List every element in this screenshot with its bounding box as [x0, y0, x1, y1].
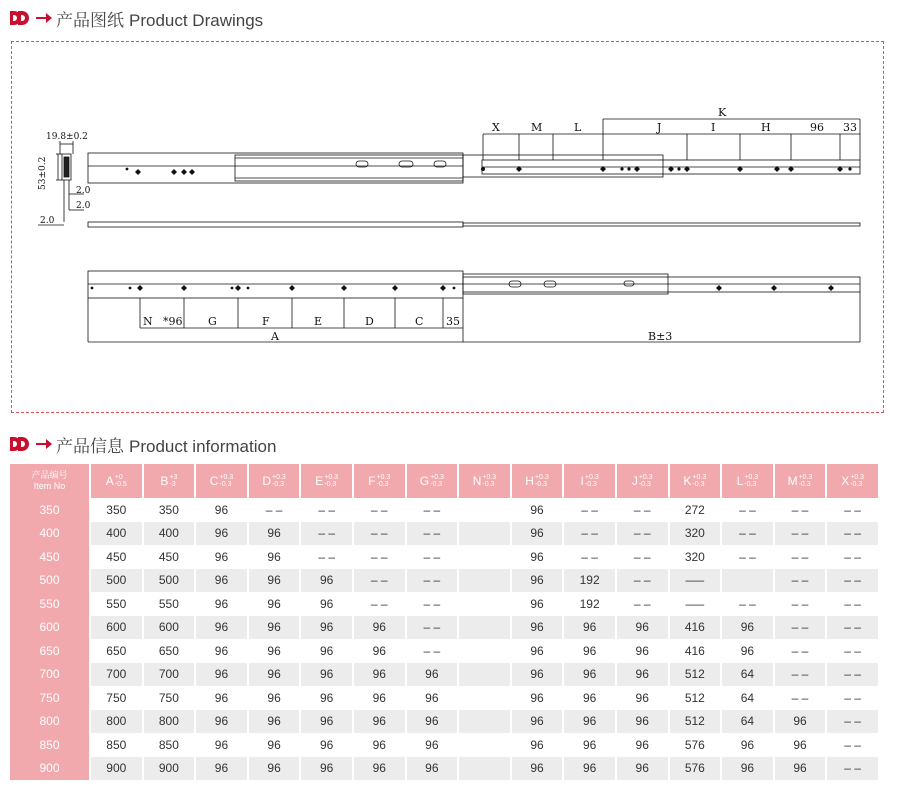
table-cell: 96	[511, 592, 564, 616]
table-row	[10, 545, 879, 569]
table-cell: – –	[406, 498, 459, 522]
dim-A-label: A	[271, 330, 279, 343]
title-cn: 产品信息	[56, 436, 124, 456]
table-cell: – –	[353, 522, 406, 546]
table-cell: – –	[721, 498, 774, 522]
table-cell: 96	[195, 616, 248, 640]
table-cell: – –	[826, 569, 879, 593]
table-cell	[458, 686, 511, 710]
table-cell: 96	[616, 639, 669, 663]
header-col-k: K+0.3 -0.3	[669, 464, 722, 498]
table-cell: – –	[300, 522, 353, 546]
brand-logo-icon	[10, 10, 32, 26]
table-cell	[458, 498, 511, 522]
table-cell: 96	[511, 569, 564, 593]
table-cell: – –	[774, 545, 827, 569]
table-cell: – –	[563, 498, 616, 522]
item-no-cell: 450	[10, 545, 90, 569]
table-cell: 96	[563, 710, 616, 734]
title-en: Product Drawings	[129, 10, 264, 30]
dim-thickness-2: 2.0	[76, 201, 91, 211]
item-no-cell: 800	[10, 710, 90, 734]
table-cell: – –	[826, 710, 879, 734]
table-cell: 500	[90, 569, 143, 593]
table-cell	[458, 757, 511, 781]
table-cell: 96	[353, 639, 406, 663]
item-no-cell: 750	[10, 686, 90, 710]
table-cell: 320	[669, 545, 722, 569]
table-cell: – –	[826, 757, 879, 781]
dim-bottom-35: 35	[446, 315, 460, 328]
table-cell: 96	[248, 592, 301, 616]
table-cell: – –	[563, 522, 616, 546]
table-cell: – –	[616, 545, 669, 569]
table-cell: – –	[826, 522, 879, 546]
table-cell	[721, 569, 774, 593]
header-col-i: I+0.3 -0.3	[563, 464, 616, 498]
table-cell: – –	[300, 545, 353, 569]
table-cell: – –	[826, 733, 879, 757]
table-row	[10, 639, 879, 663]
header-col-h: H+0.3 -0.3	[511, 464, 564, 498]
table-cell: – –	[616, 522, 669, 546]
table-cell: 96	[195, 498, 248, 522]
table-cell: 700	[90, 663, 143, 687]
table-cell: 350	[143, 498, 196, 522]
title-en: Product information	[129, 436, 277, 456]
table-cell: 96	[616, 757, 669, 781]
table-cell: 96	[195, 663, 248, 687]
table-cell: 450	[90, 545, 143, 569]
table-row	[10, 686, 879, 710]
item-no-cell: 650	[10, 639, 90, 663]
dim-thickness-3: 2.0	[40, 216, 55, 226]
item-no-cell: 900	[10, 757, 90, 781]
dim-top-X: X	[492, 121, 500, 134]
table-cell: – –	[616, 498, 669, 522]
table-cell: 96	[774, 757, 827, 781]
table-cell: 512	[669, 663, 722, 687]
dim-top-I: I	[711, 121, 716, 134]
table-cell: 192	[563, 592, 616, 616]
table-cell	[458, 639, 511, 663]
header-col-x: X+0.3 -0.3	[826, 464, 879, 498]
table-cell	[458, 569, 511, 593]
table-cell: 96	[195, 639, 248, 663]
header-col-c: C+0.3 -0.3	[195, 464, 248, 498]
table-row	[10, 733, 879, 757]
header-col-e: E+0.3 -0.3	[300, 464, 353, 498]
table-cell: 900	[90, 757, 143, 781]
header-col-g: G+0.3 -0.3	[406, 464, 459, 498]
table-cell: – –	[774, 639, 827, 663]
table-cell: – –	[826, 616, 879, 640]
table-cell: 96	[248, 545, 301, 569]
table-cell: 600	[143, 616, 196, 640]
table-cell: – –	[406, 592, 459, 616]
dim-bottom-E: E	[314, 315, 323, 328]
table-cell: 96	[511, 733, 564, 757]
table-cell: 96	[300, 592, 353, 616]
table-cell: 416	[669, 639, 722, 663]
table-cell: 96	[563, 733, 616, 757]
table-cell: – –	[774, 686, 827, 710]
header-col-f: F+0.3 -0.3	[353, 464, 406, 498]
table-cell: 96	[774, 733, 827, 757]
table-cell: 400	[90, 522, 143, 546]
dim-width-label: 19.8±0.2	[46, 132, 88, 142]
table-cell: 96	[406, 710, 459, 734]
table-cell: 96	[353, 710, 406, 734]
table-cell: 96	[511, 616, 564, 640]
header-col-a: A+0 -0.5	[90, 464, 143, 498]
slide-technical-drawing	[12, 42, 884, 412]
table-cell: 96	[195, 710, 248, 734]
table-cell: 512	[669, 686, 722, 710]
table-cell: – –	[774, 522, 827, 546]
table-row	[10, 663, 879, 687]
table-cell: 96	[300, 639, 353, 663]
table-cell: 96	[195, 569, 248, 593]
dim-bottom-C: C	[415, 315, 424, 328]
table-cell: – –	[406, 545, 459, 569]
table-cell: 650	[143, 639, 196, 663]
table-cell: – –	[406, 569, 459, 593]
table-cell: 96	[248, 733, 301, 757]
table-cell: 96	[353, 616, 406, 640]
table-cell: – –	[774, 498, 827, 522]
header-col-d: D+0.3 -0.3	[248, 464, 301, 498]
table-cell: – –	[774, 663, 827, 687]
table-cell: – –	[774, 616, 827, 640]
table-cell: – –	[406, 639, 459, 663]
dim-bottom-D: D	[365, 315, 374, 328]
table-cell: 750	[90, 686, 143, 710]
table-cell: 96	[248, 757, 301, 781]
item-no-cell: 400	[10, 522, 90, 546]
dim-height-label: 53±0.2	[38, 156, 48, 190]
table-cell: 416	[669, 616, 722, 640]
item-no-cell: 500	[10, 569, 90, 593]
table-cell: 96	[248, 710, 301, 734]
header-item-no: 产品编号 Item No	[10, 464, 90, 498]
table-cell: 96	[774, 710, 827, 734]
table-cell: 96	[195, 592, 248, 616]
dim-top-H: H	[761, 121, 771, 134]
table-cell: 96	[616, 663, 669, 687]
table-cell: 900	[143, 757, 196, 781]
table-cell	[458, 592, 511, 616]
table-row	[10, 569, 879, 593]
title-cn: 产品图纸	[56, 10, 124, 30]
table-cell: 64	[721, 686, 774, 710]
table-cell: 96	[721, 616, 774, 640]
table-cell	[458, 710, 511, 734]
table-cell: 96	[406, 663, 459, 687]
table-cell: – –	[826, 498, 879, 522]
table-cell: 96	[721, 757, 774, 781]
table-cell: 272	[669, 498, 722, 522]
table-cell: – –	[406, 616, 459, 640]
table-header-row	[10, 464, 879, 498]
table-cell: 96	[511, 710, 564, 734]
table-cell: 650	[90, 639, 143, 663]
table-cell: 96	[511, 757, 564, 781]
table-row	[10, 616, 879, 640]
table-cell: 96	[616, 686, 669, 710]
table-cell: 96	[195, 686, 248, 710]
arrow-right-icon	[36, 443, 50, 445]
table-cell: 96	[195, 733, 248, 757]
table-cell: 96	[248, 522, 301, 546]
table-cell: 450	[143, 545, 196, 569]
table-cell: – –	[774, 569, 827, 593]
table-cell: 96	[511, 522, 564, 546]
table-cell: – –	[353, 545, 406, 569]
table-cell: – –	[406, 522, 459, 546]
table-cell: 500	[143, 569, 196, 593]
table-cell: 96	[721, 639, 774, 663]
table-cell: 96	[616, 733, 669, 757]
table-cell: 96	[721, 733, 774, 757]
table-cell: 96	[195, 522, 248, 546]
table-cell: 750	[143, 686, 196, 710]
table-cell: 96	[563, 663, 616, 687]
table-cell: – –	[353, 592, 406, 616]
table-cell: 96	[406, 733, 459, 757]
table-row	[10, 592, 879, 616]
table-cell: 550	[90, 592, 143, 616]
table-cell: 96	[563, 757, 616, 781]
table-cell: 576	[669, 733, 722, 757]
info-section-header	[10, 432, 276, 456]
table-cell: 96	[300, 710, 353, 734]
table-cell: 576	[669, 757, 722, 781]
table-cell: 850	[90, 733, 143, 757]
table-cell	[458, 616, 511, 640]
item-no-cell: 350	[10, 498, 90, 522]
table-cell: 96	[300, 733, 353, 757]
table-cell: 96	[406, 686, 459, 710]
table-cell: – –	[353, 569, 406, 593]
item-no-cell: 600	[10, 616, 90, 640]
dim-thickness-1: 2.0	[76, 186, 91, 196]
table-cell: 192	[563, 569, 616, 593]
table-row	[10, 522, 879, 546]
table-cell: – –	[248, 498, 301, 522]
table-cell: 96	[248, 663, 301, 687]
header-col-n: N+0.3 -0.3	[458, 464, 511, 498]
table-cell: 96	[353, 663, 406, 687]
table-cell: —–	[669, 569, 722, 593]
table-cell: 96	[511, 545, 564, 569]
table-cell: – –	[826, 663, 879, 687]
table-cell: 850	[143, 733, 196, 757]
table-cell: – –	[826, 686, 879, 710]
table-cell: 96	[353, 686, 406, 710]
table-cell: 400	[143, 522, 196, 546]
header-col-l: L+0.3 -0.3	[721, 464, 774, 498]
product-spec-table	[10, 464, 880, 780]
table-cell: 320	[669, 522, 722, 546]
dim-bottom-G: G	[208, 315, 217, 328]
table-cell: 96	[195, 545, 248, 569]
table-cell	[458, 663, 511, 687]
table-cell: 800	[143, 710, 196, 734]
dim-top-M: M	[531, 121, 543, 134]
dim-top-L: L	[574, 121, 582, 134]
item-no-cell: 850	[10, 733, 90, 757]
table-cell: 96	[300, 569, 353, 593]
arrow-right-icon	[36, 17, 50, 19]
table-cell: 96	[511, 686, 564, 710]
table-cell: 96	[563, 686, 616, 710]
table-cell: 96	[248, 569, 301, 593]
table-cell: 64	[721, 663, 774, 687]
table-cell: 64	[721, 710, 774, 734]
table-cell: 96	[248, 686, 301, 710]
table-cell: 700	[143, 663, 196, 687]
table-row	[10, 710, 879, 734]
table-cell	[458, 733, 511, 757]
table-row	[10, 757, 879, 781]
header-col-b: B+3 -3	[143, 464, 196, 498]
table-cell: 96	[300, 757, 353, 781]
table-cell: 96	[248, 616, 301, 640]
table-cell: 96	[300, 686, 353, 710]
item-no-cell: 550	[10, 592, 90, 616]
table-cell: 96	[248, 639, 301, 663]
dim-top-J: J	[657, 121, 662, 134]
table-cell: 512	[669, 710, 722, 734]
table-cell: 350	[90, 498, 143, 522]
dim-bottom-96: *96	[163, 315, 183, 328]
table-cell: – –	[300, 498, 353, 522]
drawings-section-header	[10, 6, 263, 30]
table-cell: 800	[90, 710, 143, 734]
table-cell: 96	[195, 757, 248, 781]
dim-K-label: K	[718, 106, 727, 119]
dim-bottom-N: N	[143, 315, 153, 328]
table-cell: – –	[616, 569, 669, 593]
table-cell: – –	[826, 639, 879, 663]
table-cell: 550	[143, 592, 196, 616]
info-section-title	[56, 432, 276, 457]
table-cell: 96	[300, 663, 353, 687]
table-cell: – –	[721, 545, 774, 569]
table-cell: 96	[616, 710, 669, 734]
table-cell	[458, 522, 511, 546]
table-cell: – –	[826, 545, 879, 569]
table-cell: 96	[563, 616, 616, 640]
brand-logo-icon	[10, 436, 32, 452]
table-row	[10, 498, 879, 522]
dim-bottom-F: F	[262, 315, 270, 328]
drawings-section-title	[56, 6, 263, 31]
table-cell: 96	[300, 616, 353, 640]
table-cell	[458, 545, 511, 569]
table-cell: —–	[669, 592, 722, 616]
table-cell: – –	[616, 592, 669, 616]
dim-top-96: 96	[810, 121, 824, 134]
table-cell: 96	[353, 757, 406, 781]
table-cell: – –	[721, 592, 774, 616]
table-cell: 96	[563, 639, 616, 663]
table-cell: 96	[406, 757, 459, 781]
table-cell: – –	[353, 498, 406, 522]
dim-B-label: B±3	[648, 330, 673, 343]
header-col-j: J+0.3 -0.3	[616, 464, 669, 498]
table-cell: 600	[90, 616, 143, 640]
table-cell: 96	[353, 733, 406, 757]
table-cell: – –	[563, 545, 616, 569]
item-no-cell: 700	[10, 663, 90, 687]
table-cell: – –	[721, 522, 774, 546]
table-cell: 96	[511, 498, 564, 522]
dim-top-33: 33	[843, 121, 857, 134]
product-drawing-panel	[11, 41, 884, 413]
header-col-m: M+0.3 -0.3	[774, 464, 827, 498]
table-cell: 96	[616, 616, 669, 640]
table-cell: 96	[511, 663, 564, 687]
table-cell: – –	[774, 592, 827, 616]
table-cell: – –	[826, 592, 879, 616]
table-cell: 96	[511, 639, 564, 663]
